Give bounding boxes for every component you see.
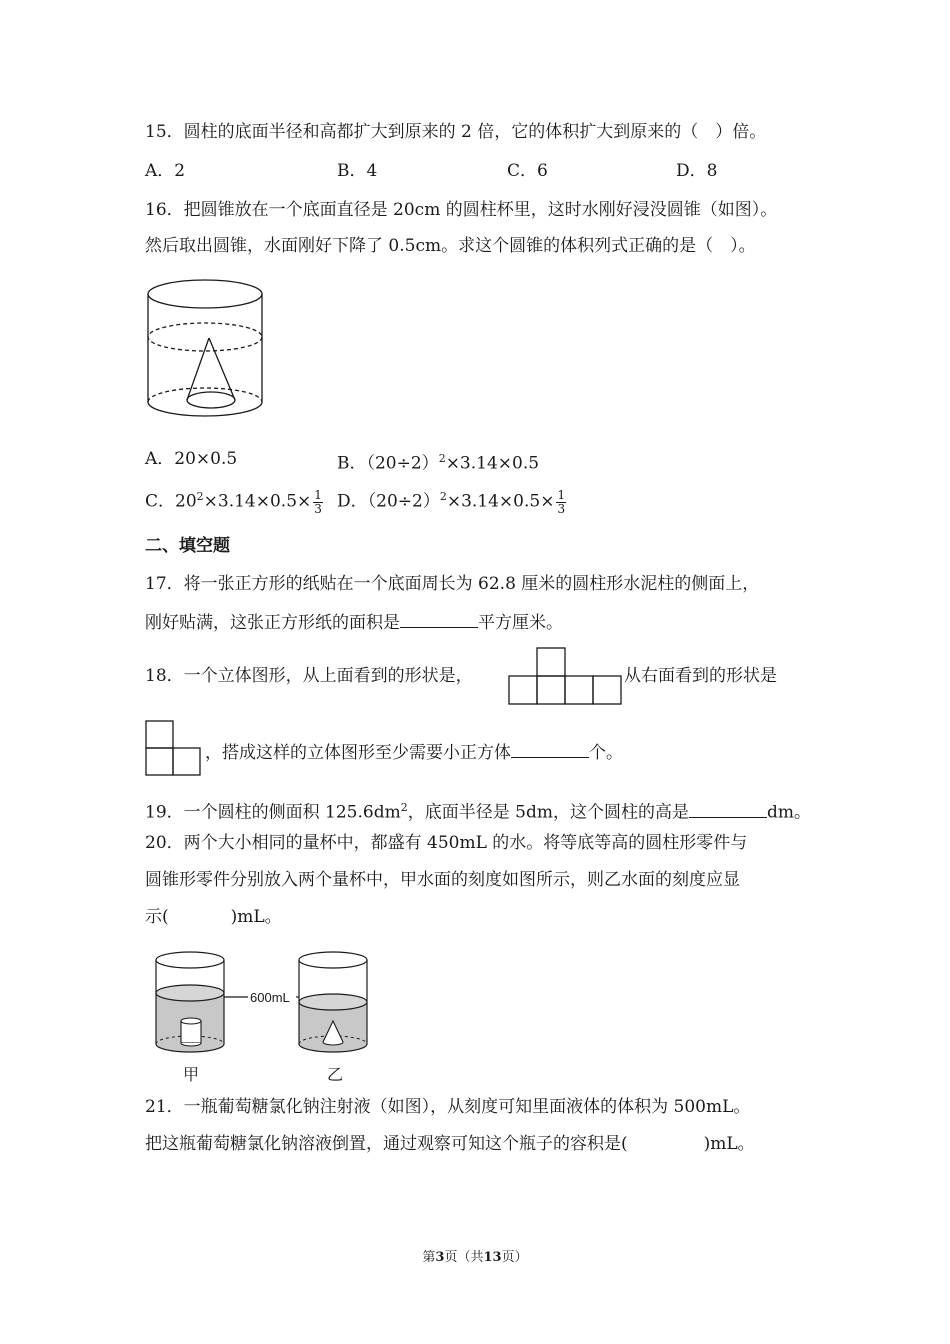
q21-line1: 21．一瓶葡萄糖氯化钠注射液（如图），从刻度可知里面液体的体积为 500mL。	[145, 1097, 751, 1117]
measuring-cups-figure	[150, 947, 382, 1087]
cone-base	[187, 392, 235, 408]
q16-option-a: A．20×0.5	[145, 449, 238, 469]
section-title: 二、填空题	[145, 536, 230, 556]
figure-600ml-label: 600mL	[250, 990, 290, 1005]
q20-line3: 示( )mL。	[145, 907, 282, 927]
q18-line1-pre: 18．一个立体图形，从上面看到的形状是，	[145, 666, 473, 686]
fraction-one-third: $\frac{1}{3}$	[314, 487, 322, 516]
answer-blank	[400, 609, 478, 628]
cone-left-edge	[187, 338, 209, 400]
q16-option-c: C．$20^2\times 3.14\times 0.5\times$ $\frac{1}{3}$	[145, 487, 322, 516]
cup-yi	[299, 952, 367, 1052]
fraction-one-third: $\frac{1}{3}$	[557, 487, 566, 516]
q20-line1: 20．两个大小相同的量杯中，都盛有 450mL 的水。将等底等高的圆柱形零件与	[145, 833, 748, 853]
q15-option-b: B．4	[337, 161, 378, 181]
q16-option-b: B．$(20\div 2)^2\times 3.14\times 0.5$	[337, 452, 540, 474]
q16-option-d: D．$(20\div 2)^2\times 3.14\times 0.5\times$ $\frac{1}{3}$	[337, 487, 566, 516]
right-view-figure	[145, 719, 205, 779]
q18-line1-mid: 从右面看到的形状是	[624, 666, 777, 686]
q18-line2: ，搭成这样的立体图形至少需要小正方体 个。	[205, 739, 623, 764]
q16-line1: 16．把圆锥放在一个底面直径是 20cm 的圆柱杯里，这时水刚好浸没圆锥（如图）。	[145, 200, 778, 220]
page-footer: 第3页（共13页）	[422, 1250, 528, 1265]
page-total: 13	[483, 1250, 502, 1265]
cup-label-yi: 乙	[327, 1065, 344, 1084]
water-level-ellipse	[148, 323, 262, 351]
q17-line2: 刚好贴满，这张正方形纸的面积是 平方厘米。	[145, 609, 563, 634]
q16-line2: 然后取出圆锥，水面刚好下降了 0.5cm。求这个圆锥的体积列式正确的是（ ）。	[145, 236, 756, 256]
cup-jia	[156, 952, 224, 1052]
cone-right-edge	[209, 338, 235, 400]
cylinder-cone-figure	[145, 272, 270, 432]
answer-blank	[511, 739, 589, 758]
cup-label-jia: 甲	[183, 1065, 200, 1084]
q15-option-c: C．6	[507, 161, 548, 181]
cylinder-top-ellipse	[148, 280, 262, 308]
top-view-figure	[508, 646, 624, 706]
q17-line1: 17．将一张正方形的纸贴在一个底面周长为 62.8 厘米的圆柱形水泥柱的侧面上，	[145, 574, 760, 594]
q20-line2: 圆锥形零件分别放入两个量杯中，甲水面的刻度如图所示，则乙水面的刻度应显	[145, 870, 740, 890]
q15-text: 15．圆柱的底面半径和高都扩大到原来的 2 倍，它的体积扩大到原来的（ ）倍。	[145, 122, 767, 142]
answer-blank	[689, 799, 767, 818]
q15-option-a: A．2	[145, 161, 186, 181]
q15-option-d: D．8	[676, 161, 718, 181]
q21-line2: 把这瓶葡萄糖氯化钠溶液倒置，通过观察可知这个瓶子的容积是( )mL。	[145, 1134, 755, 1154]
page-number: 3	[435, 1250, 445, 1265]
q19-text: 19．一个圆柱的侧面积 $125.6dm^2$，底面半径是 5dm，这个圆柱的高是 dm。	[145, 797, 811, 824]
